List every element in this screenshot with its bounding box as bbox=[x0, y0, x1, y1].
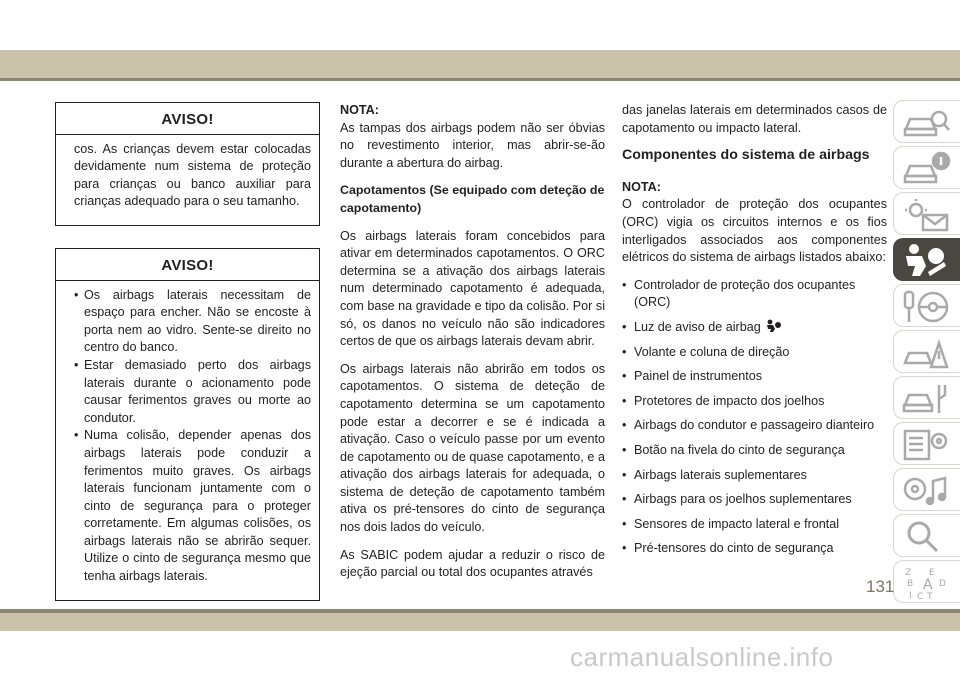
warning-item: • Estar demasiado perto dos airbags laterais durante o acionamento pode causar ferimentos graves ou morte ao condutor. bbox=[74, 357, 311, 427]
header-rule bbox=[0, 78, 960, 81]
tab-alphabetical-index[interactable] bbox=[893, 560, 960, 603]
components-list bbox=[622, 277, 887, 558]
tab-starting-operating[interactable] bbox=[893, 284, 960, 327]
list-item: • Controlador de proteção dos ocupantes (ORC) bbox=[622, 277, 887, 312]
key-steering-wheel-icon bbox=[901, 289, 951, 325]
alphabet-index-icon bbox=[901, 565, 951, 601]
warning-text: cos. As crianças devem estar colocadas devidamente num sistema de proteção para crianças ou banco auxiliar para crianças adequado para o seu tamanho. bbox=[74, 141, 311, 209]
list-item: • Protetores de impacto dos joelhos bbox=[622, 393, 887, 411]
airbag-seatbelt-icon bbox=[900, 242, 950, 278]
continuation-text: das janelas laterais em determinados casos de capotamento ou impacto lateral. bbox=[622, 103, 887, 135]
paragraph: Os airbags laterais não abrirão em todos os capotamentos. O sistema de deteção de capotamento determina se um capotamento pode estar a decorrer e se é indicada a ativação. Caso o veículo passe por um evento de capotamento ou de quase capotamento, e a ativação dos airbags laterais for adequada, o sistema de deteção de capotamento também ativa os pré-tensores do cinto de segurança nos dois lados do veículo. bbox=[340, 361, 605, 535]
note-text: As tampas dos airbags podem não ser óbvias no revestimento interior, mas abrir-se-ão durante a abertura do airbag. bbox=[340, 120, 605, 170]
list-item: • Pré-tensores do cinto de segurança bbox=[622, 540, 887, 558]
column-right bbox=[622, 102, 887, 565]
warning-lights-message-icon bbox=[901, 197, 951, 233]
warning-list bbox=[74, 287, 311, 586]
warning-box-2 bbox=[55, 248, 320, 601]
column-middle bbox=[340, 102, 605, 592]
warning-box-1 bbox=[55, 102, 320, 226]
section-title: Componentes do sistema de airbags bbox=[622, 147, 870, 164]
list-item: • Luz de aviso de airbag bbox=[622, 319, 887, 337]
paragraph: Os airbags laterais foram concebidos para ativar em determinados capotamentos. O ORC determina se a ativação dos airbags laterais num determinado capotamento é adequada, com base na gravidade e tipo da colisão. Por si só, os danos no veículo não são indicadores certos de que os airbags laterais devam abrir. bbox=[340, 228, 605, 349]
warning-title: AVISO! bbox=[56, 103, 319, 135]
watermark: carmanualsonline.info bbox=[570, 642, 834, 672]
list-item: • Airbags laterais suplementares bbox=[622, 467, 887, 485]
footer-band bbox=[0, 613, 960, 631]
column-left bbox=[55, 102, 320, 623]
list-item: • Airbags do condutor e passageiro dianteiro bbox=[622, 417, 887, 435]
tab-safety[interactable] bbox=[893, 238, 960, 281]
chapter-tabs bbox=[893, 100, 960, 606]
tab-multimedia[interactable] bbox=[893, 468, 960, 511]
list-item: • Airbags para os joelhos suplementares bbox=[622, 491, 887, 509]
index-search-icon bbox=[901, 519, 951, 555]
warning-item: • Numa colisão, depender apenas dos airbags laterais pode conduzir a ferimentos muito graves. Os airbags laterais funcionam juntamente com o cinto de segurança para o proteger corretamente. Em algumas colisões, os airbags laterais não se abrirão sequer. Utilize o cinto de segurança mesmo que tenha airbags laterais. bbox=[74, 427, 311, 585]
svg-text:I: I bbox=[909, 591, 912, 601]
tab-emergency[interactable] bbox=[893, 330, 960, 373]
tab-info[interactable] bbox=[893, 146, 960, 189]
note-text: O controlador de proteção dos ocupantes (ORC) vigia os circuitos internos e os fios interligados associados aos componentes elétricos do sistema de airbags listados abaixo: bbox=[622, 197, 887, 265]
header-band bbox=[0, 50, 960, 78]
airbag-warning-light-icon bbox=[764, 319, 782, 333]
svg-text:C: C bbox=[917, 592, 924, 601]
list-item: • Sensores de impacto lateral e frontal bbox=[622, 516, 887, 534]
paragraph: As SABIC podem ajudar a reduzir o risco de ejeção parcial ou total dos ocupantes através bbox=[340, 547, 605, 580]
svg-text:Z: Z bbox=[905, 568, 912, 578]
note-label: NOTA: bbox=[340, 103, 379, 117]
svg-text:D: D bbox=[939, 579, 946, 589]
warning-title: AVISO! bbox=[56, 249, 319, 281]
warning-item: • Os airbags laterais necessitam de espaço para encher. Não se encoste à porta nem ao vidro. Sente-se direito no centro do banco. bbox=[74, 287, 311, 357]
rollover-subheading: Capotamentos (Se equipado com deteção de capotamento) bbox=[340, 183, 605, 215]
tab-warning-lights[interactable] bbox=[893, 192, 960, 235]
tab-servicing[interactable] bbox=[893, 376, 960, 419]
car-search-icon bbox=[901, 105, 951, 141]
svg-text:T: T bbox=[927, 592, 933, 601]
list-item: • Botão na fivela do cinto de segurança bbox=[622, 442, 887, 460]
emergency-triangle-icon bbox=[901, 335, 951, 371]
car-service-wrench-icon bbox=[901, 381, 951, 417]
tab-getting-to-know[interactable] bbox=[893, 100, 960, 143]
specifications-gear-icon bbox=[901, 427, 951, 463]
svg-text:B: B bbox=[907, 579, 914, 589]
multimedia-music-icon bbox=[901, 473, 951, 509]
svg-text:E: E bbox=[929, 568, 935, 578]
tab-index-search[interactable] bbox=[893, 514, 960, 557]
svg-text:A: A bbox=[923, 577, 933, 593]
tab-specifications[interactable] bbox=[893, 422, 960, 465]
note-label: NOTA: bbox=[622, 179, 661, 194]
car-info-icon bbox=[901, 151, 951, 187]
list-item: • Painel de instrumentos bbox=[622, 368, 887, 386]
page-number: 131 bbox=[866, 577, 895, 596]
list-item: • Volante e coluna de direção bbox=[622, 344, 887, 362]
